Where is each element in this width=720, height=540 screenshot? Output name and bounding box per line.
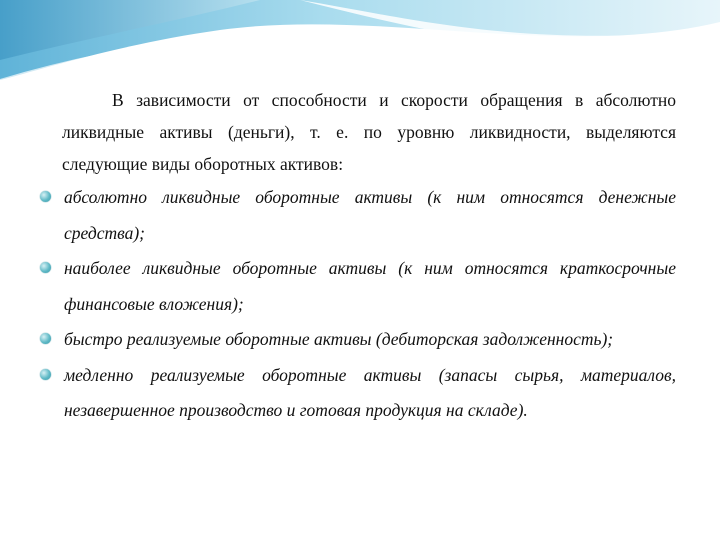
bullet-icon bbox=[40, 191, 51, 202]
list-item bbox=[46, 358, 676, 429]
list-item bbox=[46, 322, 676, 358]
list-item bbox=[46, 180, 676, 251]
list-item-text: медленно реализуемые оборотные активы (запасы сырья, материалов, незавершенное производство и готовая продукция на складе). bbox=[64, 364, 676, 420]
slide-content bbox=[46, 84, 676, 429]
intro-paragraph: В зависимости от способности и скорости обращения в абсолютно ликвидные активы (деньги), т. е. по уровню ликвидности, выделяются следующие виды оборотных активов: bbox=[62, 90, 676, 174]
bullet-icon bbox=[40, 333, 51, 344]
list-item-text: наиболее ликвидные оборотные активы (к ним относятся краткосрочные финансовые вложения); bbox=[64, 258, 676, 314]
asset-types-list bbox=[46, 180, 676, 429]
list-item bbox=[46, 251, 676, 322]
list-item-text: быстро реализуемые оборотные активы (дебиторская задолженность); bbox=[64, 329, 614, 349]
list-item-text: абсолютно ликвидные оборотные активы (к ним относятся денежные средства); bbox=[64, 187, 676, 243]
bullet-icon bbox=[40, 262, 51, 273]
bullet-icon bbox=[40, 369, 51, 380]
